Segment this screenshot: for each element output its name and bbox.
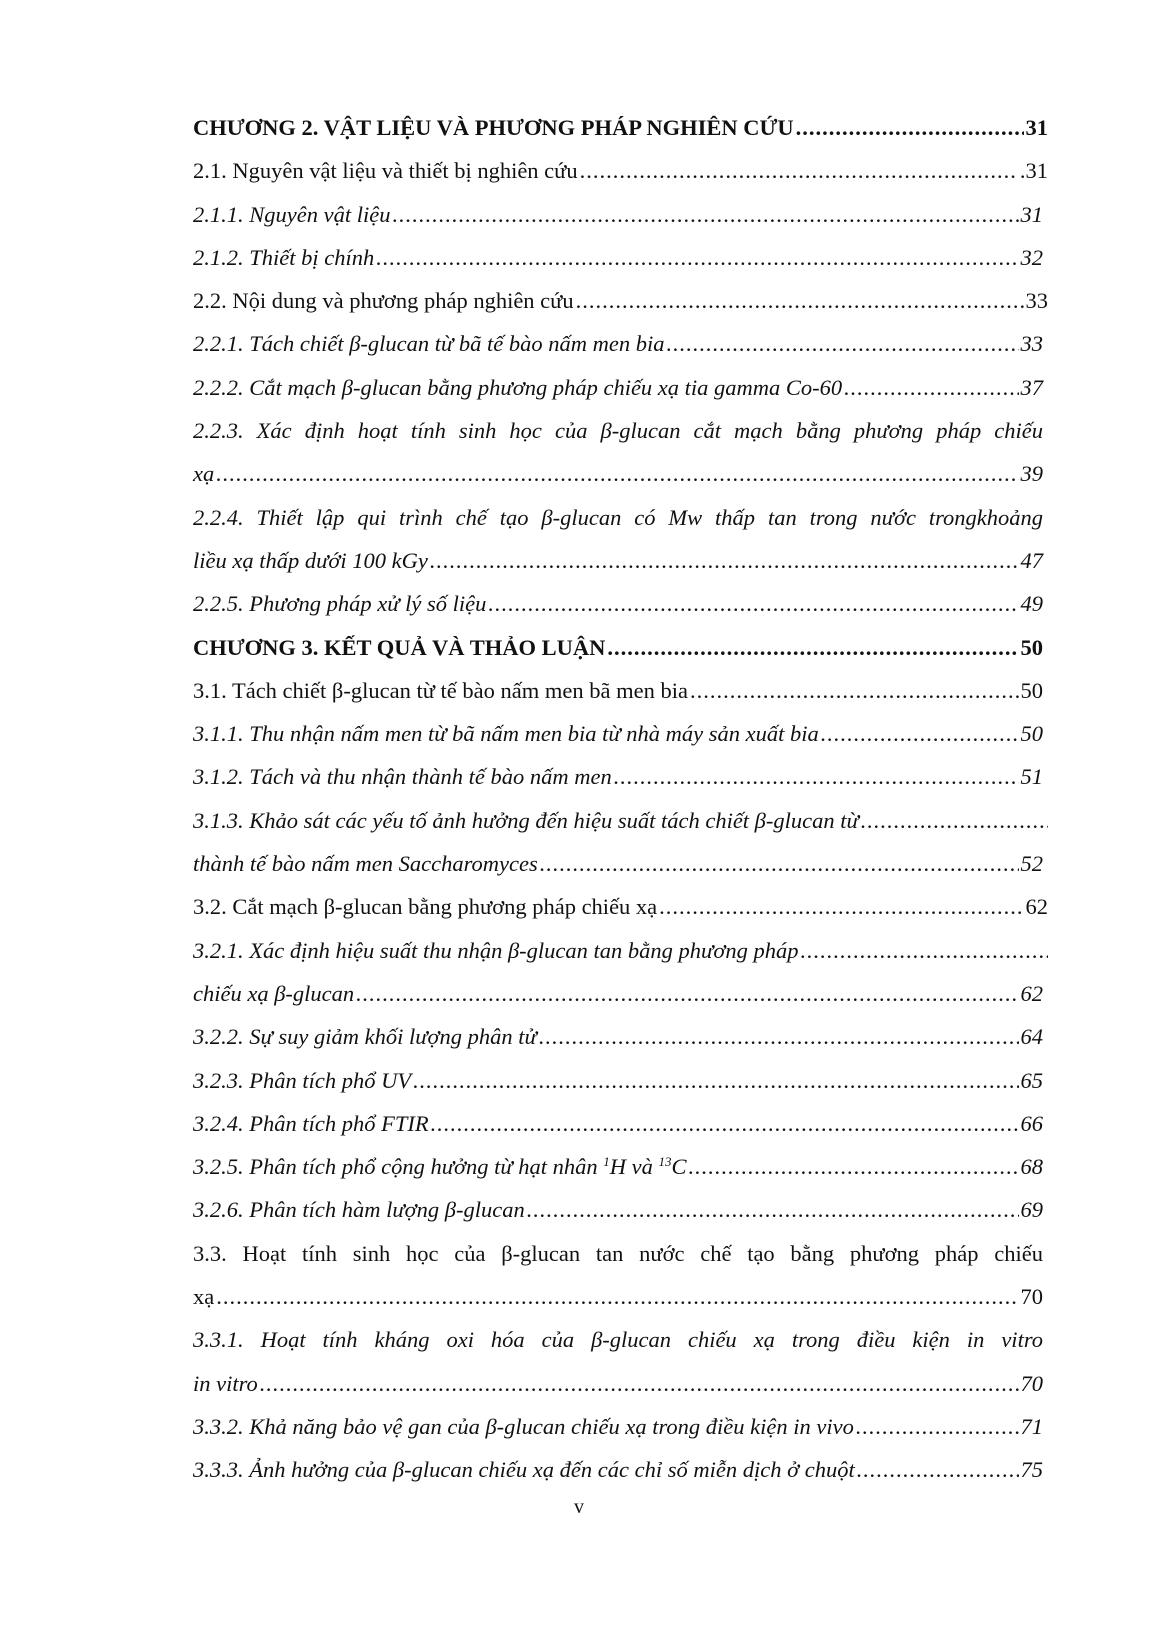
toc-entry[interactable] <box>193 582 1043 625</box>
toc-entry[interactable] <box>193 106 1048 149</box>
toc-page: 50 <box>1020 677 1043 703</box>
toc-entry[interactable] <box>193 1448 1043 1491</box>
toc-entry[interactable] <box>193 149 1048 192</box>
toc-entry[interactable] <box>193 1405 1043 1448</box>
toc-label: 3.2.6. Phân tích hàm lượng β-glucan <box>193 1197 525 1223</box>
toc-label: 3.2.5. Phân tích phổ cộng hưởng từ hạt nhân $^1$H và $^{13}$C <box>193 1154 687 1180</box>
toc-page: 66 <box>1020 1110 1043 1136</box>
toc-page: 47 <box>1020 547 1043 573</box>
toc-leader <box>216 1275 1018 1318</box>
toc-page: 65 <box>1020 1067 1043 1093</box>
toc-label: 2.2.5. Phương pháp xử lý số liệu <box>193 591 487 617</box>
toc-entry[interactable] <box>193 279 1048 322</box>
toc-label: 3.3.2. Khả năng bảo vệ gan của β-glucan chiếu xạ trong điều kiện in vivo <box>193 1413 854 1439</box>
toc-entry[interactable] <box>193 972 1043 1015</box>
table-of-contents <box>193 106 1048 1492</box>
toc-page: 75 <box>1020 1457 1043 1483</box>
toc-label: 2.1.1. Nguyên vật liệu <box>193 201 391 227</box>
toc-label: 2.1. Nguyên vật liệu và thiết bị nghiên cứu <box>193 158 578 184</box>
toc-leader <box>844 366 1018 409</box>
toc-page: 68 <box>1020 1154 1043 1180</box>
toc-page: 51 <box>1020 764 1043 790</box>
page-number: v <box>574 1496 584 1518</box>
toc-leader <box>857 1448 1019 1491</box>
toc-entry[interactable] <box>193 842 1043 885</box>
toc-leader <box>260 1362 1019 1405</box>
toc-entry[interactable] <box>193 1102 1043 1145</box>
toc-page: 62 <box>1020 980 1043 1006</box>
toc-leader <box>690 669 1019 712</box>
toc-leader <box>540 842 1019 885</box>
toc-page: 52 <box>1020 851 1043 877</box>
toc-leader <box>392 193 1018 236</box>
toc-page: 50 <box>1020 634 1043 660</box>
toc-label: 3.2. Cắt mạch β-glucan bằng phương pháp chiếu xạ <box>193 894 658 920</box>
toc-page: 70 <box>1020 1370 1043 1396</box>
toc-label: 3.2.1. Xác định hiệu suất thu nhận β-glucan tan bằng phương pháp <box>193 937 799 963</box>
toc-label: 2.1.2. Thiết bị chính <box>193 244 375 270</box>
toc-label: CHƯƠNG 3. KẾT QUẢ VÀ THẢO LUẬN <box>193 634 606 660</box>
toc-page: 62 <box>1025 894 1048 920</box>
toc-label: 3.2.2. Sự suy giảm khối lượng phân tử <box>193 1024 537 1050</box>
toc-entry[interactable] <box>193 452 1043 495</box>
toc-leader <box>539 1015 1019 1058</box>
toc-label: 3.1.2. Tách và thu nhận thành tế bào nấm men <box>193 764 612 790</box>
toc-page: 69 <box>1020 1197 1043 1223</box>
toc-page: 33 <box>1020 331 1043 357</box>
toc-leader <box>376 236 1018 279</box>
toc-entry[interactable] <box>193 366 1043 409</box>
toc-leader <box>430 539 1019 582</box>
superscript: 13 <box>658 1154 672 1170</box>
toc-leader <box>856 1405 1019 1448</box>
toc-leader <box>607 626 1018 669</box>
toc-label: 3.2.4. Phân tích phổ FTIR <box>193 1110 429 1136</box>
toc-label: 3.1. Tách chiết β-glucan từ tế bào nấm men bã men bia <box>193 677 688 703</box>
toc-leader <box>800 929 1048 972</box>
superscript: 1 <box>603 1154 610 1170</box>
toc-label: 2.2.3. Xác định hoạt tính sinh học của β-glucan cắt mạch bằng phương pháp chiếu <box>193 418 1043 444</box>
toc-entry[interactable] <box>193 236 1043 279</box>
toc-label: liều xạ thấp dưới 100 kGy <box>193 547 428 573</box>
toc-entry[interactable] <box>193 885 1048 928</box>
toc-leader <box>667 322 1019 365</box>
toc-page: 39 <box>1020 461 1043 487</box>
toc-page: .31 <box>1019 158 1048 184</box>
toc-entry[interactable] <box>193 496 1043 539</box>
toc-leader <box>527 1188 1019 1231</box>
toc-label: CHƯƠNG 2. VẬT LIỆU VÀ PHƯƠNG PHÁP NGHIÊN CỨU <box>193 115 794 140</box>
toc-entry[interactable] <box>193 712 1043 755</box>
toc-label: 3.1.1. Thu nhận nấm men từ bã nấm men bia từ nhà máy sản xuất bia <box>193 721 819 747</box>
toc-label: in vitro <box>193 1370 258 1396</box>
toc-leader <box>413 1059 1018 1102</box>
toc-entry[interactable] <box>193 1362 1043 1405</box>
toc-label: 2.2. Nội dung và phương pháp nghiên cứu <box>193 288 574 314</box>
toc-entry[interactable] <box>193 1015 1043 1058</box>
toc-entry[interactable] <box>193 1232 1043 1275</box>
toc-leader <box>659 885 1023 928</box>
toc-entry[interactable] <box>193 755 1043 798</box>
toc-leader <box>861 799 1048 842</box>
toc-page: 49 <box>1020 591 1043 617</box>
toc-page: 33 <box>1025 288 1048 314</box>
toc-label: 3.3. Hoạt tính sinh học của β-glucan tan nước chế tạo bằng phương pháp chiếu <box>193 1240 1043 1266</box>
toc-entry[interactable] <box>193 799 1048 842</box>
toc-leader <box>576 279 1024 322</box>
toc-entry[interactable] <box>193 669 1043 712</box>
toc-entry[interactable] <box>193 322 1043 365</box>
toc-entry[interactable] <box>193 1318 1043 1361</box>
toc-page: 37 <box>1020 374 1043 400</box>
toc-entry[interactable] <box>193 626 1043 669</box>
toc-page: 50 <box>1020 721 1043 747</box>
toc-page: 31 <box>1025 115 1048 140</box>
toc-label: thành tế bào nấm men Saccharomyces <box>193 851 538 877</box>
toc-entry[interactable] <box>193 193 1043 236</box>
toc-leader <box>796 106 1024 149</box>
toc-leader <box>614 755 1019 798</box>
toc-leader <box>356 972 1018 1015</box>
toc-entry[interactable] <box>193 409 1043 452</box>
toc-label: 3.2.3. Phân tích phổ UV <box>193 1067 412 1093</box>
toc-leader <box>689 1145 1019 1188</box>
toc-entry[interactable] <box>193 1275 1043 1318</box>
toc-label: 2.2.4. Thiết lập qui trình chế tạo β-glucan có Mw thấp tan trong nước trongkhoảng <box>193 504 1043 530</box>
toc-leader <box>488 582 1018 625</box>
toc-label: 2.2.2. Cắt mạch β-glucan bằng phương pháp chiếu xạ tia gamma Co-60 <box>193 374 843 400</box>
toc-leader <box>431 1102 1019 1145</box>
toc-label: 3.1.3. Khảo sát các yếu tố ảnh hưởng đến hiệu suất tách chiết β-glucan từ <box>193 807 859 833</box>
toc-label: 2.2.1. Tách chiết β-glucan từ bã tế bào nấm men bia <box>193 331 665 357</box>
toc-page: 71 <box>1020 1413 1043 1439</box>
toc-leader <box>216 452 1018 495</box>
toc-label: xạ <box>193 1284 215 1310</box>
toc-entry[interactable] <box>193 1188 1043 1231</box>
toc-label: chiếu xạ β-glucan <box>193 980 355 1006</box>
toc-leader <box>821 712 1019 755</box>
toc-page: 31 <box>1020 201 1043 227</box>
toc-entry[interactable] <box>193 539 1043 582</box>
toc-page: 32 <box>1020 244 1043 270</box>
toc-label: 3.3.1. Hoạt tính kháng oxi hóa của β-glucan chiếu xạ trong điều kiện in vitro <box>193 1327 1043 1353</box>
toc-label: 3.3.3. Ảnh hưởng của β-glucan chiếu xạ đến các chỉ số miễn dịch ở chuột <box>193 1457 855 1483</box>
toc-page: 64 <box>1020 1024 1043 1050</box>
toc-label: xạ <box>193 461 215 487</box>
toc-entry[interactable] <box>193 1059 1043 1102</box>
toc-entry[interactable] <box>193 929 1048 972</box>
toc-page: 70 <box>1020 1284 1043 1310</box>
toc-leader <box>580 149 1018 192</box>
toc-entry[interactable] <box>193 1145 1043 1188</box>
